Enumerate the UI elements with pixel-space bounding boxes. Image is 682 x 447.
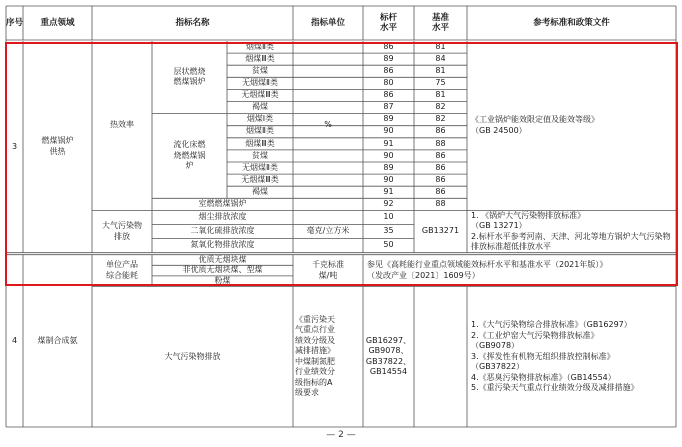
- coal-type-cell: 烟煤Ⅱ类: [246, 41, 274, 51]
- baseline-value: GB13271: [421, 226, 460, 236]
- benchmark-value: 86: [383, 41, 394, 51]
- indicator-label: 大气污染物 排放: [102, 221, 142, 241]
- benchmark-value: 86: [383, 65, 394, 75]
- benchmark-value: 89: [383, 114, 394, 124]
- header-cell: 重点领域: [40, 17, 75, 28]
- boiler-category-label: 流化床燃 烧燃煤锅 炉: [173, 140, 206, 171]
- indicator-label: 单位产品 综合能耗: [106, 260, 138, 280]
- reference-text: 1.《大气污染物综合排放标准》（GB16297） 2.《工业炉窑大气污染物排放标准》 （GB9078） 3.《挥发性有机物无组织排放控制标准》 （GB37822） 4.《恶臭污染物排放标准》（GB14554） 5.《重污染天气重点行业绩效分级及减排措施》: [471, 320, 639, 392]
- baseline-value: GB16297、 GB9078、 GB37822、 GB14554: [365, 335, 412, 377]
- pollutant-name: 二氧化硫排放浓度: [190, 226, 255, 236]
- benchmark-value: 35: [383, 226, 394, 236]
- benchmark-value: 90: [383, 126, 394, 136]
- baseline-value: 88: [435, 138, 446, 148]
- baseline-value: 81: [435, 41, 446, 51]
- baseline-value: 81: [435, 90, 446, 100]
- boiler-type-cell: 室燃燃煤锅炉: [198, 199, 247, 209]
- product-type-cell: 粉煤: [214, 275, 231, 285]
- unit-cell: %: [324, 120, 332, 130]
- baseline-value: 82: [435, 114, 446, 124]
- header-cell: 参考标准和政策文件: [533, 17, 610, 28]
- coal-type-cell: 烟煤Ⅲ类: [245, 138, 275, 148]
- field-name: 煤制合成氨: [37, 335, 78, 345]
- field-name: 燃煤锅炉 供热: [41, 136, 74, 156]
- baseline-value: 84: [435, 53, 446, 63]
- page-number: — 2 —: [326, 430, 356, 440]
- baseline-value: 86: [435, 174, 446, 184]
- baseline-value: 86: [435, 150, 446, 160]
- coal-type-cell: 烟煤Ⅰ类: [246, 114, 274, 124]
- coal-type-cell: 无烟煤Ⅲ类: [241, 174, 279, 184]
- boiler-category-label: 层状燃烧 燃煤锅炉: [173, 66, 206, 87]
- baseline-value: 86: [435, 126, 446, 136]
- baseline-value: 86: [435, 186, 446, 196]
- product-type-cell: 优质无烟块煤: [198, 254, 247, 264]
- baseline-value: 86: [435, 162, 446, 172]
- indicator-label: 大气污染物排放: [164, 351, 221, 361]
- coal-type-cell: 无烟煤Ⅱ类: [242, 162, 278, 172]
- header-cell: 指标名称: [175, 17, 210, 28]
- benchmark-value: 10: [383, 212, 394, 222]
- coal-type-cell: 烟煤Ⅱ类: [246, 126, 274, 136]
- benchmark-value: 89: [383, 162, 394, 172]
- coal-type-cell: 烟煤Ⅲ类: [245, 53, 275, 63]
- benchmark-value: 90: [383, 174, 394, 184]
- header-cell: 序号: [6, 17, 23, 28]
- coal-type-cell: 无烟煤Ⅲ类: [241, 90, 279, 100]
- benchmark-value: 80: [383, 78, 394, 88]
- coal-type-cell: 贫煤: [252, 150, 268, 160]
- indicator-label: 热效率: [110, 120, 134, 130]
- pollutant-name: 氮氧化物排放浓度: [190, 240, 255, 250]
- header-cell: 基准 水平: [431, 12, 449, 33]
- benchmark-value: 86: [383, 90, 394, 100]
- reference-text: 《工业锅炉能效限定值及能效等级》 （GB 24500）: [471, 115, 599, 135]
- benchmark-value: 90: [383, 150, 394, 160]
- reference-text: 1. 《锅炉大气污染物排放标准》 （GB 13271） 2.标杆水平参考河南、天津、河北等地方锅炉大气污染物排放标准超低排放水平: [471, 210, 671, 252]
- header-cell: 指标单位: [310, 17, 345, 28]
- pollutant-name: 烟尘排放浓度: [198, 212, 247, 222]
- benchmark-value: 91: [383, 186, 394, 196]
- unit-cell: 《重污染天 气重点行业 绩效分级及 减排措施》 中煤制氮肥 行业绩效分 级指标的A 级要求: [295, 314, 335, 398]
- baseline-value: 82: [435, 102, 446, 112]
- baseline-value: 81: [435, 65, 446, 75]
- baseline-value: 88: [435, 199, 446, 209]
- benchmark-value: 89: [383, 53, 394, 63]
- coal-type-cell: 贫煤: [252, 65, 268, 75]
- benchmark-value: 91: [383, 138, 394, 148]
- unit-cell: 千克标准 煤/吨: [312, 260, 344, 280]
- benchmark-value: 87: [383, 102, 394, 112]
- coal-type-cell: 褐煤: [252, 102, 268, 112]
- unit-cell: 毫克/立方米: [306, 226, 350, 236]
- benchmark-value: 50: [383, 240, 394, 250]
- header-cell: 标杆 水平: [379, 12, 397, 33]
- coal-type-cell: 褐煤: [252, 186, 268, 196]
- reference-text: 参见《高耗能行业重点领域能效标杆水平和基准水平（2021年版）》 （发改产业〔2021〕1609号）: [367, 260, 608, 280]
- product-type-cell: 非优质无烟块煤、型煤: [182, 265, 263, 275]
- baseline-value: 75: [435, 78, 446, 88]
- row-number: 4: [11, 335, 18, 345]
- coal-type-cell: 无烟煤Ⅱ类: [242, 78, 278, 88]
- row-number: 3: [11, 141, 18, 151]
- benchmark-value: 92: [383, 199, 394, 209]
